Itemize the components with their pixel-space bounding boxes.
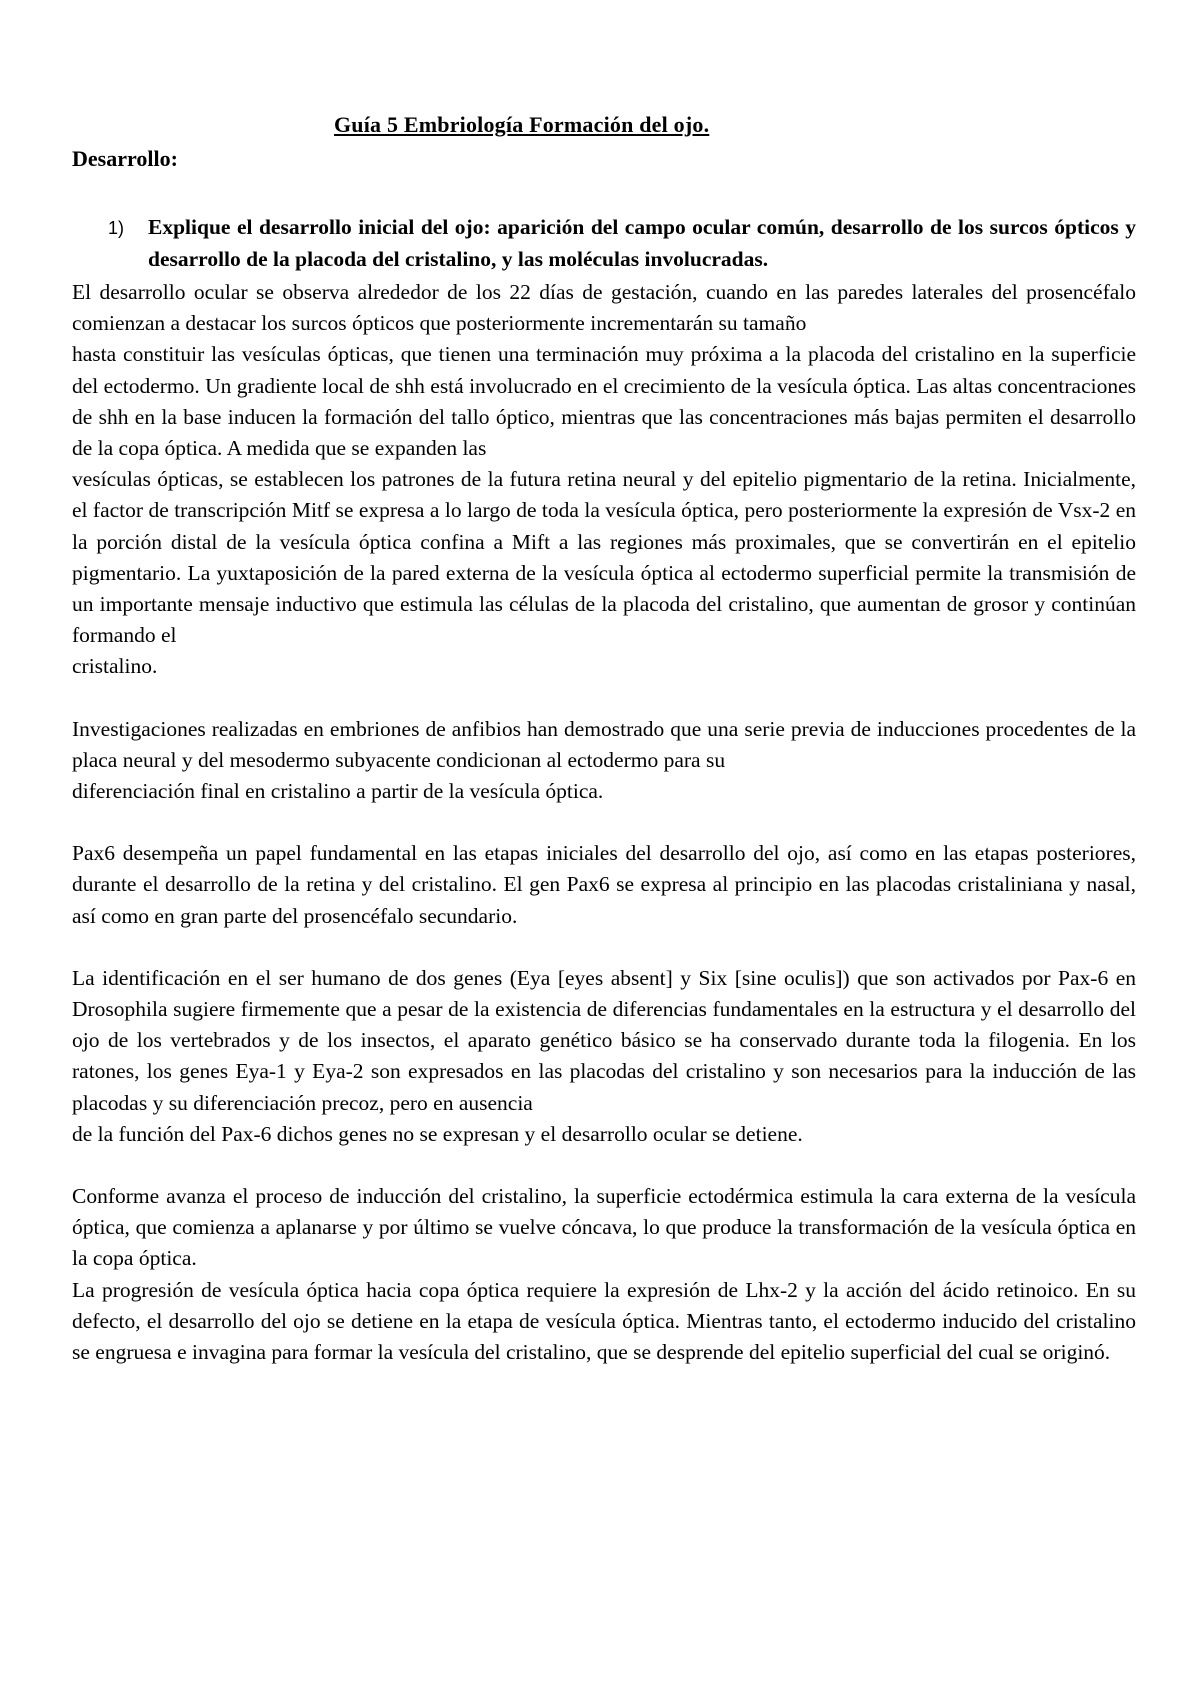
section-label: Desarrollo:	[72, 146, 178, 171]
paragraph-gap	[72, 683, 1136, 714]
paragraph-gap	[72, 807, 1136, 838]
paragraph-gap	[72, 1150, 1136, 1181]
paragraph: La progresión de vesícula óptica hacia copa óptica requiere la expresión de Lhx-2 y la acción del ácido retinoico. En su defecto, el desarrollo del ojo se detiene en la etapa de vesícula óptica. Mientras tanto, el ectodermo inducido del cristalino se engruesa e invagina para formar la vesícula del cristalino, que se desprende del epitelio superficial del cual se originó.	[72, 1277, 1136, 1365]
question-number: 1)	[108, 218, 125, 238]
paragraph: Pax6 desempeña un papel fundamental en las etapas iniciales del desarrollo del ojo, así como en las etapas posteriores, durante el desarrollo de la retina y del cristalino. El gen Pax6 se expresa al principio en las placodas cristaliniana y nasal, así como en gran parte del prosencéfalo secundario.	[72, 841, 1136, 928]
question-text: Explique el desarrollo inicial del ojo: aparición del campo ocular común, desarrollo de los surcos ópticos y desarrollo de la placoda del cristalino, y las moléculas involucradas.	[148, 215, 1136, 271]
document-title: Guía 5 Embriología Formación del ojo.	[334, 112, 710, 137]
paragraph: Investigaciones realizadas en embriones de anfibios han demostrado que una serie previa de inducciones procedentes de la placa neural y del mesodermo subyacente condicionan al ectodermo para su	[72, 716, 1136, 772]
paragraph: vesículas ópticas, se establecen los patrones de la futura retina neural y del epitelio pigmentario de la retina. Inicialmente, el factor de transcripción Mitf se expresa a lo largo de toda la vesícula óptica, pero posteriormente la expresión de Vsx-2 en la porción distal de la vesícula óptica confina a Mift a las regiones más proximales, que se convertirán en el epitelio pigmentario. La yuxtaposición de la pared externa de la vesícula óptica al ectodermo superficial permite la transmisión de un importante mensaje inductivo que estimula las células de la placoda del cristalino, que aumentan de grosor y continúan formando el	[72, 467, 1136, 648]
paragraph: El desarrollo ocular se observa alrededor de los 22 días de gestación, cuando en las paredes laterales del prosencéfalo comienzan a destacar los surcos ópticos que posteriormente incrementarán su tamaño	[72, 280, 1136, 336]
paragraph: cristalino.	[72, 654, 158, 679]
paragraph: de la función del Pax-6 dichos genes no se expresan y el desarrollo ocular se detiene.	[72, 1121, 803, 1146]
paragraph: La identificación en el ser humano de dos genes (Eya [eyes absent] y Six [sine oculis]) que son activados por Pax-6 en Drosophila sugiere firmemente que a pesar de la existencia de diferencias fundamentales en la estructura y el desarrollo del ojo de los vertebrados y de los insectos, el aparato genético básico se ha conservado durante toda la filogenia. En los ratones, los genes Eya-1 y Eya-2 son expresados en las placodas del cristalino y son necesarios para la inducción de las placodas y su diferenciación precoz, pero en ausencia	[72, 965, 1136, 1115]
paragraph: diferenciación final en cristalino a partir de la vesícula óptica.	[72, 779, 604, 804]
paragraph-gap	[72, 932, 1136, 963]
question-1	[108, 212, 1136, 275]
document-body	[72, 277, 1136, 1368]
paragraph: hasta constituir las vesículas ópticas, que tienen una terminación muy próxima a la placoda del cristalino en la superficie del ectodermo. Un gradiente local de shh está involucrado en el crecimiento de la vesícula óptica. Las altas concentraciones de shh en la base inducen la formación del tallo óptico, mientras que las concentraciones más bajas permiten el desarrollo de la copa óptica. A medida que se expanden las	[72, 342, 1136, 461]
paragraph: Conforme avanza el proceso de inducción del cristalino, la superficie ectodérmica estimula la cara externa de la vesícula óptica, que comienza a aplanarse y por último se vuelve cóncava, lo que produce la transformación de la vesícula óptica en la copa óptica.	[72, 1184, 1136, 1271]
